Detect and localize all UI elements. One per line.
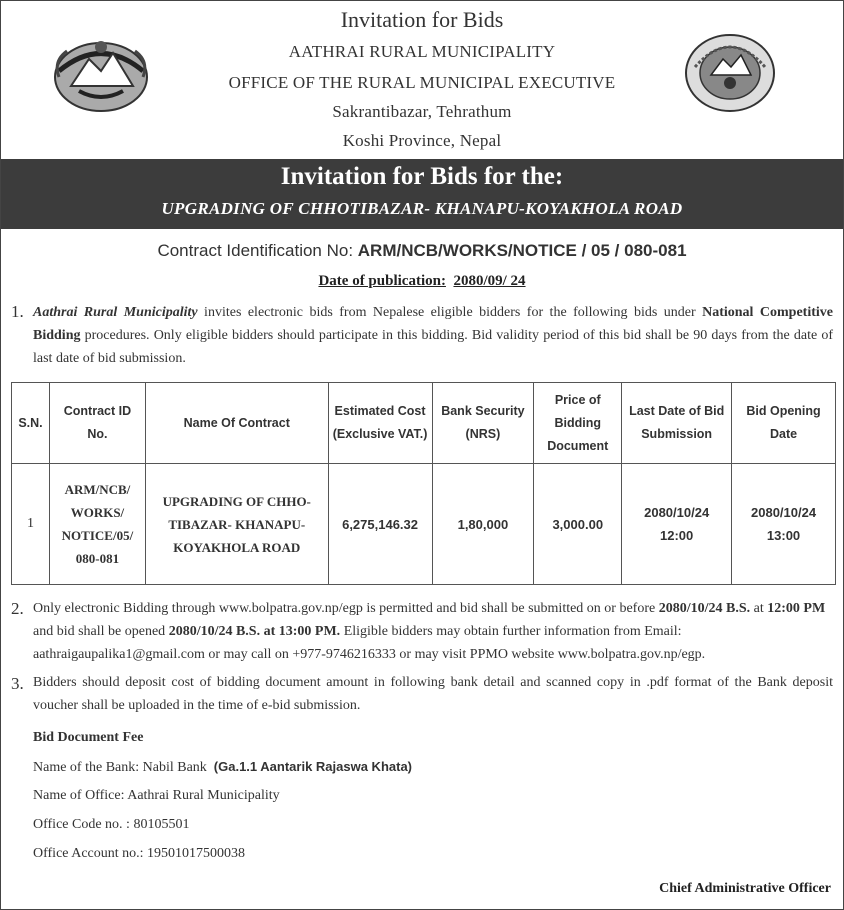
- cell-opening-date: 2080/10/24 13:00: [732, 464, 836, 585]
- office-name: OFFICE OF THE RURAL MUNICIPAL EXECUTIVE: [228, 73, 616, 92]
- col-header: Name Of Contract: [145, 383, 328, 464]
- col-header: Last Date of Bid Submission: [622, 383, 732, 464]
- cell-sn: 1: [12, 464, 50, 585]
- cell-security: 1,80,000: [432, 464, 534, 585]
- para1-org: Aathrai Rural Municipality: [33, 305, 198, 320]
- address-line-1: Sakrantibazar, Tehrathum: [332, 102, 512, 121]
- contract-id-label: Contract Identification No:: [157, 241, 358, 260]
- para1-text2: procedures. Only eligible bidders should participate in this bidding. Bid validity period of this bid shall be 90 days from the date of last date of bid submission.: [33, 328, 833, 366]
- table-header-row: [12, 383, 836, 464]
- para2: Only electronic Bidding through www.bolpatra.gov.np/egp is permitted and bid shall be submitted on or before 2080/10/24 B.S. at 12:00 PM and bid shall be opened 2080/10/24 B.S. at 13:00 PM. Eligible bidders may obtain further information from Email: aathraigaupalika1@gmail.com or may call on +977-9746216333 or may visit PPMO website www.bolpatra.gov.np/egp.: [33, 601, 826, 662]
- title-banner: [1, 159, 843, 229]
- header: [1, 1, 843, 159]
- col-header: S.N.: [12, 383, 50, 464]
- col-header: Contract ID No.: [49, 383, 145, 464]
- cell-contract-name: UPGRADING OF CHHO-TIBAZAR- KHANAPU-KOYAKHOLA ROAD: [145, 464, 328, 585]
- office-account: Office Account no.: 19501017500038: [33, 846, 246, 861]
- cell-contract-id: ARM/NCB/ WORKS/ NOTICE/05/ 080-081: [49, 464, 145, 585]
- para1-number: 1.: [11, 302, 24, 321]
- table-row: [12, 464, 836, 585]
- bank-name: Name of the Bank: Nabil Bank (Ga.1.1 Aantarik Rajaswa Khata): [33, 759, 413, 775]
- page-title: Invitation for Bids: [340, 7, 504, 32]
- signatory: Chief Administrative Officer: [659, 881, 831, 896]
- contract-id-value: ARM/NCB/WORKS/NOTICE / 05 / 080-081: [357, 241, 687, 260]
- publication-date: [1, 273, 843, 290]
- address-line-2: Koshi Province, Nepal: [342, 131, 502, 150]
- para1-bold: National Competitive Bidding: [33, 305, 833, 343]
- municipality-name: AATHRAI RURAL MUNICIPALITY: [288, 42, 556, 61]
- office-code: Office Code no. : 80105501: [33, 817, 190, 832]
- para1-text1: invites electronic bids from Nepalese eligible bidders for the following bids under: [197, 305, 703, 320]
- bids-table: [11, 382, 836, 585]
- col-header: Bank Security (NRS): [432, 383, 534, 464]
- para1: [33, 301, 833, 370]
- para3-number: 3.: [11, 674, 24, 693]
- office-name-line: Name of Office: Aathrai Rural Municipality: [33, 788, 280, 803]
- banner-title: Invitation for Bids for the:: [280, 163, 564, 190]
- para3: Bidders should deposit cost of bidding document amount in following bank detail and scanned copy in .pdf format of the Bank deposit voucher shall be uploaded in the time of e-bid submission.: [33, 675, 833, 713]
- publication-label: Date of publication:: [318, 273, 446, 289]
- cell-cost: 6,275,146.32: [328, 464, 432, 585]
- cell-last-date: 2080/10/24 12:00: [622, 464, 732, 585]
- fee-heading: Bid Document Fee: [33, 730, 144, 745]
- col-header: Price of Bidding Document: [534, 383, 622, 464]
- publication-value: 2080/09/ 24: [453, 273, 526, 289]
- cell-price: 3,000.00: [534, 464, 622, 585]
- para2-number: 2.: [11, 599, 24, 618]
- project-title: UPGRADING OF CHHOTIBAZAR- KHANAPU-KOYAKHOLA ROAD: [161, 199, 683, 218]
- col-header: Bid Opening Date: [732, 383, 836, 464]
- col-header: Estimated Cost (Exclusive VAT.): [328, 383, 432, 464]
- contract-identification: [1, 241, 843, 261]
